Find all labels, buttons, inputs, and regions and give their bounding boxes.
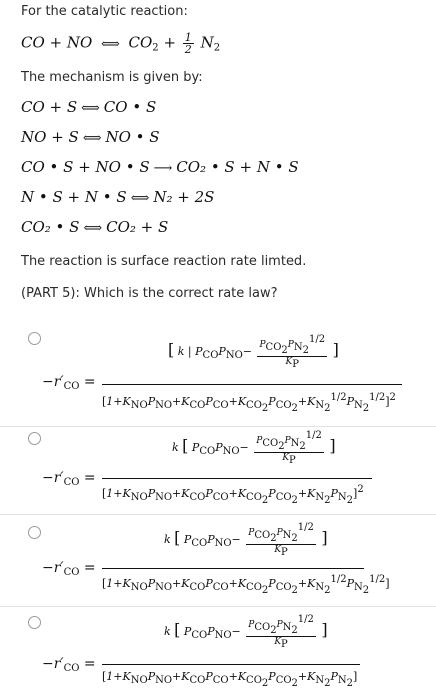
option-b-radio[interactable]: [28, 432, 41, 445]
option-b-fraction-bar: [102, 478, 372, 479]
option-b-numerator: k [ $P_{CO}P_{NO}-$ $\frac{P_{CO_2}P_{N_2}^{1/2}}{K_P}$ ]: [172, 430, 336, 466]
option-d-lhs: $-r'_{CO}$ =: [42, 656, 96, 674]
mechanism-step-1: CO + S ⟺ CO • S: [21, 98, 157, 116]
option-divider: [0, 606, 436, 607]
option-d-numerator: k [ $P_{CO}P_{NO}-$ $\frac{P_{CO_2}P_{N_2}^{1/2}}{K_P}$ ]: [164, 614, 328, 650]
option-c-denominator: $[1+K_{NO}P_{NO}+K_{CO}P_{CO}+K_{CO_2}P_{CO_2}+K_{N_2}^{1/2}P_{N_2}^{1/2}]$: [102, 574, 390, 596]
option-a-lhs: $-r'_{CO}$ =: [42, 374, 96, 392]
option-d-radio[interactable]: [28, 616, 41, 629]
option-d-denominator: $[1+K_{NO}P_{NO}+K_{CO}P_{CO}+K_{CO_2}P_{CO_2}+K_{N_2}P_{N_2}]$: [102, 670, 358, 689]
option-c-radio[interactable]: [28, 526, 41, 539]
intro-text: For the catalytic reaction:: [21, 4, 188, 19]
option-c-lhs: $-r'_{CO}$ =: [42, 560, 96, 578]
option-a[interactable]: [0, 322, 436, 422]
mechanism-label: The mechanism is given by:: [21, 70, 203, 85]
option-b-lhs: $-r'_{CO}$ =: [42, 470, 96, 488]
option-a-radio[interactable]: [28, 332, 41, 345]
mechanism-step-4: N • S + N • S ⟺ N₂ + 2S: [21, 188, 215, 206]
option-a-numerator: [ k | $P_{CO}P_{NO}-$ $\frac{P_{CO_2}P_{N_2}^{1/2}}{K_P}$ ]: [168, 334, 339, 370]
mechanism-step-5: CO₂ • S ⟺ CO₂ + S: [21, 218, 169, 236]
question-text: (PART 5): Which is the correct rate law?: [21, 286, 278, 301]
option-d-fraction-bar: [102, 664, 360, 665]
option-c-fraction-bar: [102, 568, 364, 569]
option-divider: [0, 514, 436, 515]
option-a-denominator: $[1+K_{NO}P_{NO}+K_{CO}P_{CO}+K_{CO_2}P_{CO_2}+K_{N_2}^{1/2}P_{N_2}^{1/2}]^2$: [102, 392, 396, 414]
option-b-denominator: $[1+K_{NO}P_{NO}+K_{CO}P_{CO}+K_{CO_2}P_{CO_2}+K_{N_2}P_{N_2}]^2$: [102, 484, 364, 506]
mechanism-step-2: NO + S ⟺ NO • S: [21, 128, 160, 146]
option-d[interactable]: [0, 610, 436, 698]
option-c[interactable]: [0, 518, 436, 608]
option-divider: [0, 426, 436, 427]
option-a-fraction-bar: [102, 384, 402, 385]
rate-limit-text: The reaction is surface reaction rate limted.: [21, 254, 307, 269]
overall-reaction: CO + NO ⟺ $CO_2$ + $\frac{1}{2}$ $N_2$: [21, 31, 221, 56]
option-c-numerator: k [ $P_{CO}P_{NO}-$ $\frac{P_{CO_2}P_{N_2}^{1/2}}{K_P}$ ]: [164, 522, 328, 558]
mechanism-step-3: CO • S + NO • S ⟶ CO₂ • S + N • S: [21, 158, 299, 176]
option-b[interactable]: [0, 428, 436, 518]
